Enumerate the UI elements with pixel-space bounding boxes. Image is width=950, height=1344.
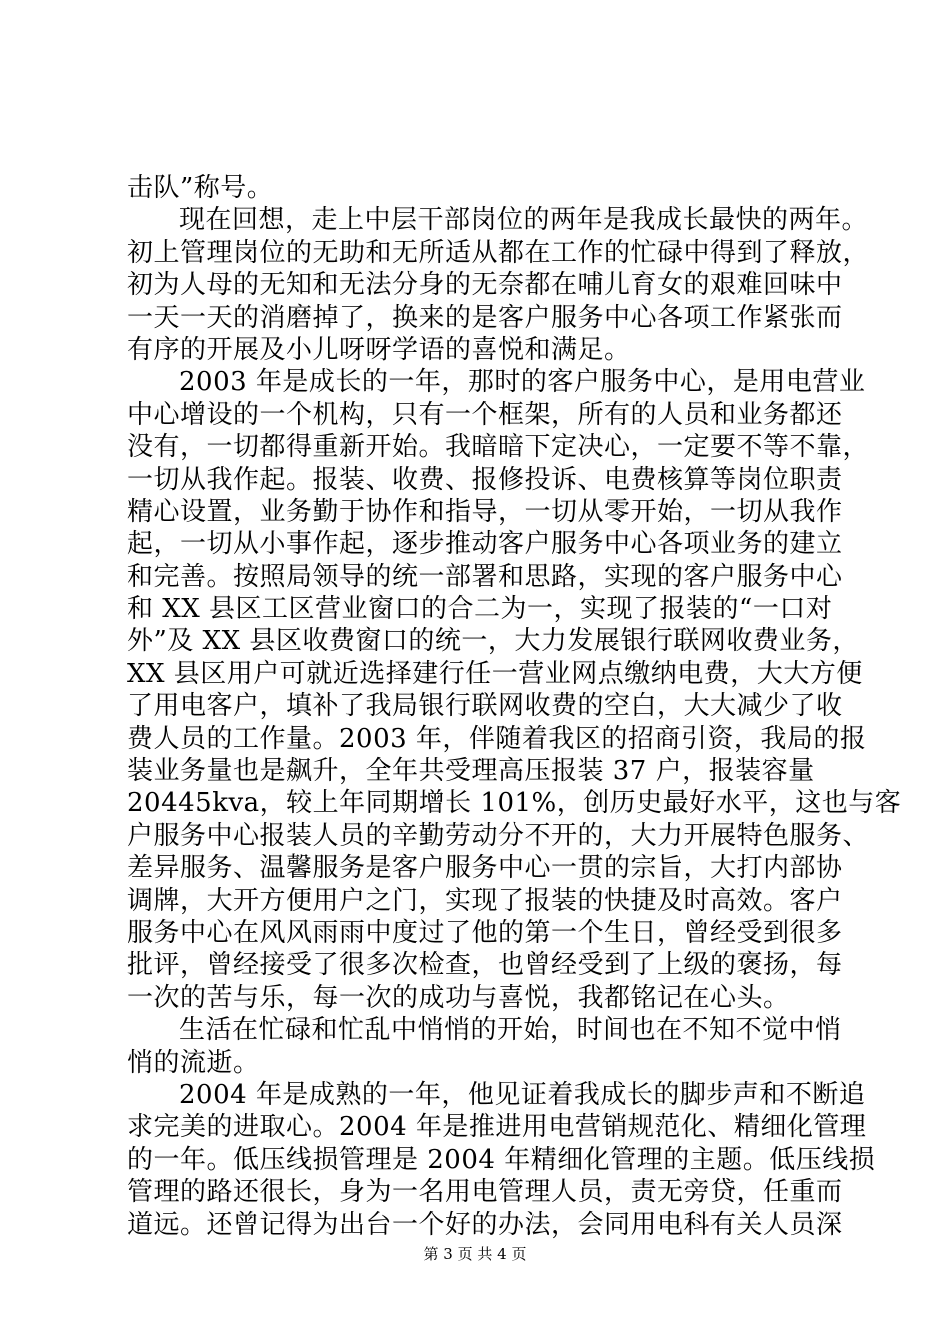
text-line: 了用电客户，填补了我局银行联网收费的空白，大大减少了收 [127,691,843,722]
text-line: 求完美的进取心。2004 年是推进用电营销规范化、精细化管理 [127,1112,867,1143]
text-line: 差异服务、温馨服务是客户服务中心一贯的宗旨，大打内部协 [127,853,843,884]
paragraph [127,1079,876,1241]
text-line: XX 县区用户可就近选择建行任一营业网点缴纳电费，大大方便 [127,658,863,689]
text-line: 批评，曾经接受了很多次检查，也曾经受到了上级的褒扬，每 [127,950,843,981]
text-line: 2004 年是成熟的一年，他见证着我成长的脚步声和不断追 [179,1079,866,1110]
text-line: 精心设置，业务勤于协作和指导，一切从零开始，一切从我作 [127,496,843,527]
text-line: 和 XX 县区工区营业窗口的合二为一，实现了报装的“一口对 [127,594,833,625]
text-line: 有序的开展及小儿呀呀学语的喜悦和满足。 [127,334,631,365]
text-line: 一天一天的消磨掉了，换来的是客户服务中心各项工作紧张而 [127,302,843,333]
text-line: 击队”称号。 [127,173,274,203]
document-body [127,172,902,1241]
paragraph [127,1014,842,1079]
text-line: 20445kva，较上年同期增长 101%，创历史最好水平，这也与客 [127,788,902,819]
text-line: 中心增设的一个机构，只有一个框架，所有的人员和业务都还 [127,399,843,430]
text-line: 没有，一切都得重新开始。我暗暗下定决心，一定要不等不靠， [127,432,870,463]
paragraph [127,366,902,1014]
text-line: 调牌，大开方便用户之门，实现了报装的快捷及时高效。客户 [127,885,843,916]
text-line: 初为人母的无知和无法分身的无奈都在哺儿育女的艰难回味中 [127,270,843,301]
text-line: 管理的路还很长，身为一名用电管理人员，责无旁贷，任重而 [127,1177,843,1208]
text-line: 和完善。按照局领导的统一部署和思路，实现的客户服务中心 [127,561,843,592]
paragraph [127,204,870,366]
text-line: 户服务中心报装人员的辛勤劳动分不开的，大力开展特色服务、 [127,820,870,851]
text-line: 的一年。低压线损管理是 2004 年精细化管理的主题。低压线损 [127,1144,876,1175]
text-line: 初上管理岗位的无助和无所适从都在工作的忙碌中得到了释放， [127,237,870,268]
text-line: 一切从我作起。报装、收费、报修投诉、电费核算等岗位职责 [127,464,843,495]
text-line: 一次的苦与乐，每一次的成功与喜悦，我都铭记在心头。 [127,982,790,1013]
text-line: 服务中心在风风雨雨中度过了他的第一个生日，曾经受到很多 [127,917,843,948]
text-line: 道远。还曾记得为出台一个好的办法，会同用电科有关人员深 [127,1209,843,1240]
text-line: 装业务量也是飙升，全年共受理高压报装 37 户，报装容量 [127,756,815,787]
page-footer [0,1244,950,1264]
text-line: 外”及 XX 县区收费窗口的统一，大力发展银行联网收费业务， [127,626,859,657]
text-line: 费人员的工作量。2003 年，伴随着我区的招商引资，我局的报 [127,723,867,754]
text-line: 现在回想，走上中层干部岗位的两年是我成长最快的两年。 [179,205,869,236]
text-line: 2003 年是成长的一年，那时的客户服务中心，是用电营业 [179,367,866,398]
paragraph [127,172,837,204]
text-line: 生活在忙碌和忙乱中悄悄的开始，时间也在不知不觉中悄 [179,1015,842,1046]
text-line: 起，一切从小事作起，逐步推动客户服务中心各项业务的建立 [127,529,843,560]
page-number: 第 3 页 共 4 页 [423,1245,527,1263]
text-line: 悄的流逝。 [127,1047,260,1078]
